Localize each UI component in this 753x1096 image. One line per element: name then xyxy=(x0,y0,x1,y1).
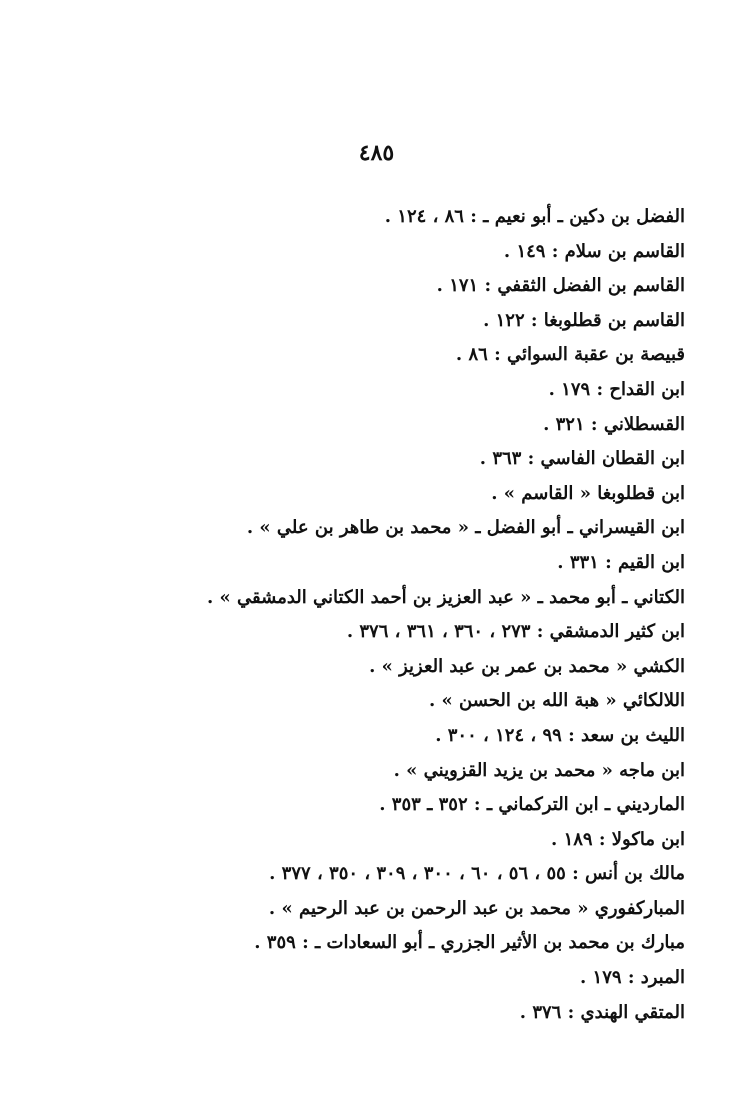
index-entry: ابن كثير الدمشقي : ٢٧٣ ، ٣٦٠ ، ٣٦١ ، ٣٧٦ . xyxy=(346,621,685,643)
index-entry: اللالكائي « هبة الله بن الحسن » . xyxy=(428,690,685,712)
index-entry: المتقي الهندي : ٣٧٦ . xyxy=(519,1001,685,1023)
index-entry: الكشي « محمد بن عمر بن عبد العزيز » . xyxy=(369,655,685,677)
index-entry: ابن ماجه « محمد بن يزيد القزويني » . xyxy=(393,759,685,781)
index-entry: ابن القداح : ١٧٩ . xyxy=(548,378,685,400)
index-entry: المباركفوري « محمد بن عبد الرحمن بن عبد الرحيم » . xyxy=(268,897,685,919)
index-entry: ابن ماكولا : ١٨٩ . xyxy=(551,828,685,850)
index-entry: القاسم بن الفضل الثقفي : ١٧١ . xyxy=(436,275,685,297)
index-entry: ابن القيم : ٣٣١ . xyxy=(557,551,685,573)
index-entry: الليث بن سعد : ٩٩ ، ١٢٤ ، ٣٠٠ . xyxy=(435,724,685,746)
index-entry: ابن القطان الفاسي : ٣٦٣ . xyxy=(479,448,685,470)
index-entry: الكتاني ـ أبو محمد ـ « عبد العزيز بن أحمد الكتاني الدمشقي » . xyxy=(206,586,685,608)
index-entry: ابن قطلوبغا « القاسم » . xyxy=(491,482,685,504)
index-entry: القسطلاني : ٣٢١ . xyxy=(543,413,685,435)
index-entry: مالك بن أنس : ٥٥ ، ٥٦ ، ٦٠ ، ٣٠٠ ، ٣٠٩ ، ٣٥٠ ، ٣٧٧ . xyxy=(269,863,685,885)
index-entry: المارديني ـ ابن التركماني ـ : ٣٥٢ ـ ٣٥٣ . xyxy=(379,794,685,816)
index-entry: الفضل بن دكين ـ أبو نعيم ـ : ٨٦ ، ١٢٤ . xyxy=(384,206,685,227)
index-entry: ابن القيسراني ـ أبو الفضل ـ « محمد بن طاهر بن علي » . xyxy=(246,517,685,539)
index-entry: المبرد : ١٧٩ . xyxy=(579,967,685,989)
index-entry: قبيصة بن عقبة السوائي : ٨٦ . xyxy=(455,344,685,366)
page-number: ٤٨٥ xyxy=(358,140,395,166)
index-entry: القاسم بن سلام : ١٤٩ . xyxy=(503,240,685,262)
name-index-list xyxy=(45,200,685,1030)
index-entry: القاسم بن قطلوبغا : ١٢٢ . xyxy=(483,309,685,331)
index-entry: مبارك بن محمد بن الأثير الجزري ـ أبو السعادات ـ : ٣٥٩ . xyxy=(254,932,685,954)
